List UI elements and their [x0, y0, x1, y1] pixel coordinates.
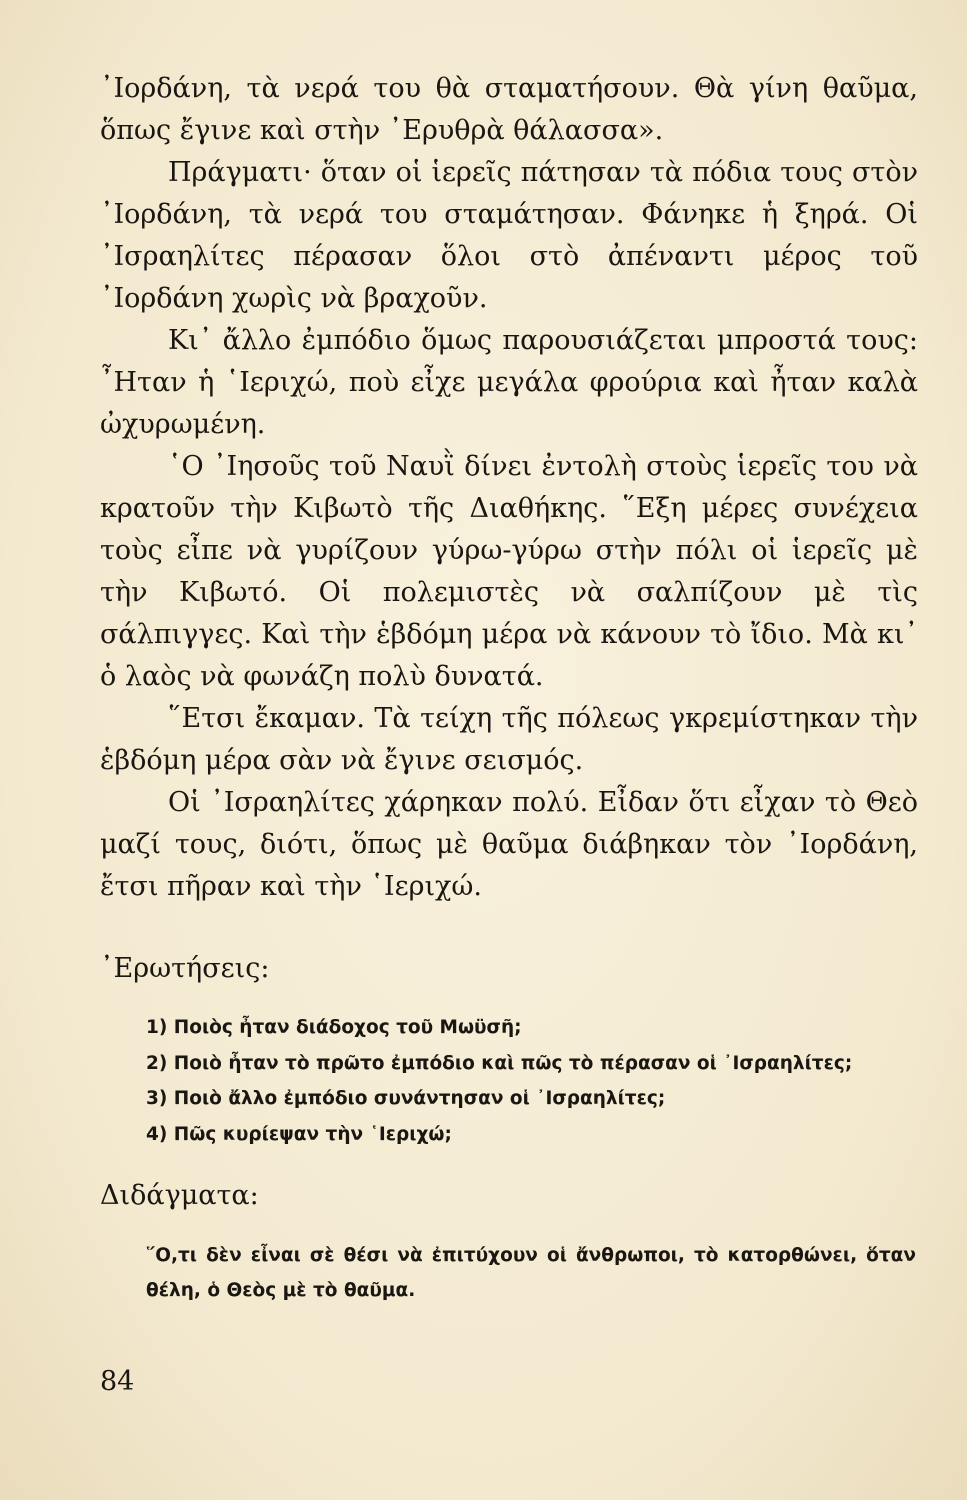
body-text — [100, 68, 918, 908]
paragraph-6: Οἱ ᾿Ισραηλίτες χάρηκαν πολύ. Εἶδαν ὅτι εἶχαν τὸ Θεὸ μαζί τους, διότι, ὅπως μὲ θαῦμα διάβηκαν τὸν ᾿Ιορδάνη, ἔτσι πῆραν καὶ τὴν ῾Ιεριχώ. — [100, 787, 918, 902]
paragraph-3: Κι᾿ ἄλλο ἐμπόδιο ὅμως παρουσιάζεται μπροστά τους: ῏Ηταν ἡ ῾Ιεριχώ, ποὺ εἶχε μεγάλα φρούρια καὶ ἦταν καλὰ ὠχυρωμένη. — [100, 325, 918, 440]
paragraph-5: ῞Ετσι ἔκαμαν. Τὰ τείχη τῆς πόλεως γκρεμίστηκαν τὴν ἑβδόμη μέρα σὰν νὰ ἔγινε σεισμός. — [100, 703, 918, 776]
paragraph-1: ᾿Ιορδάνη, τὰ νερά του θὰ σταματήσουν. Θὰ γίνη θαῦμα, ὅπως ἔγινε καὶ στὴν ᾿Ερυθρὰ θάλασσα». — [100, 73, 918, 146]
questions-heading: ᾿Ερωτήσεις: — [100, 953, 270, 984]
page-number: 84 — [100, 1366, 135, 1397]
paragraph-2: Πράγματι· ὅταν οἱ ἱερεῖς πάτησαν τὰ πόδια τους στὸν ᾿Ιορδάνη, τὰ νερά του σταμάτησαν. Φάνηκε ἡ ξηρά. Οἱ ᾿Ισραηλίτες πέρασαν ὅλοι στὸ ἀπέναντι μέρος τοῦ ᾿Ιορδάνη χωρὶς νὰ βραχοῦν. — [100, 157, 918, 314]
question-item: 1) Ποιὸς ἦταν διάδοχος τοῦ Μωϋσῆ; — [146, 1017, 522, 1038]
question-item: 4) Πῶς κυρίεψαν τὴν ῾Ιεριχώ; — [146, 1123, 452, 1145]
question-item: 2) Ποιὸ ἦταν τὸ πρῶτο ἐμπόδιο καὶ πῶς τὸ πέρασαν οἱ ᾿Ισραηλίτες; — [146, 1052, 853, 1074]
questions-list — [146, 1010, 916, 1152]
question-item: 3) Ποιὸ ἄλλο ἐμπόδιο συνάντησαν οἱ ᾿Ισραηλίτες; — [146, 1088, 666, 1109]
lessons-heading: Διδάγματα: — [100, 1180, 259, 1211]
paragraph-4: ῾Ο ᾿Ιησοῦς τοῦ Ναυῒ δίνει ἐντολὴ στοὺς ἱερεῖς του νὰ κρατοῦν τὴν Κιβωτὸ τῆς Διαθήκης. ῞Εξη μέρες συνέχεια τοὺς εἶπε νὰ γυρίζουν γύρω-γύρω στὴν πόλι οἱ ἱερεῖς μὲ τὴν Κιβωτό. Οἱ πολεμιστὲς νὰ σαλπίζουν μὲ τὶς σάλπιγγες. Καὶ τὴν ἑβδόμη μέρα νὰ κάνουν τὸ ἴδιο. Μὰ κι᾿ ὁ λαὸς νὰ φωνάζη πολὺ δυνατά. — [100, 451, 918, 692]
lesson-text: ῞Ο,τι δὲν εἶναι σὲ θέσι νὰ ἐπιτύχουν οἱ ἄνθρωποι, τὸ κατορθώνει, ὅταν θέλη, ὁ Θεὸς μὲ τὸ θαῦμα. — [146, 1245, 916, 1301]
